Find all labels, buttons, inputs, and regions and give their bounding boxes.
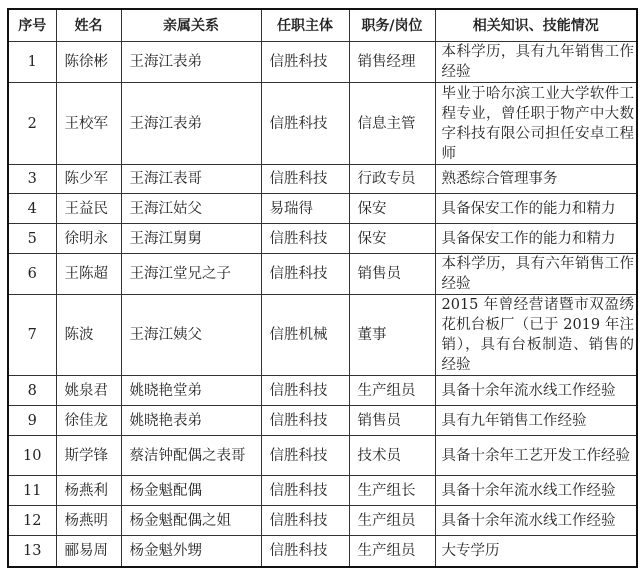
cell-name: 陈波 — [56, 295, 121, 376]
table-row — [8, 436, 637, 476]
cell-no: 2 — [8, 83, 56, 165]
header-row — [8, 9, 637, 42]
cell-relation: 姚晓艳表弟 — [121, 406, 261, 436]
table-row — [8, 506, 637, 536]
cell-relation: 王海江堂兄之子 — [121, 254, 261, 295]
cell-entity: 信胜科技 — [261, 536, 349, 567]
header-relation: 亲属关系 — [121, 9, 261, 42]
cell-skills: 2015 年曾经营诸暨市双盈绣花机台板厂（已于 2019 年注销），具有台板制造、销售的经验 — [435, 295, 637, 376]
cell-name: 陈徐彬 — [56, 42, 121, 83]
cell-relation: 王海江姨父 — [121, 295, 261, 376]
cell-position: 行政专员 — [349, 165, 435, 194]
cell-position: 生产组员 — [349, 536, 435, 567]
cell-skills: 具备十余年流水线工作经验 — [435, 476, 637, 506]
cell-skills: 具备十余年流水线工作经验 — [435, 506, 637, 536]
cell-position: 销售员 — [349, 406, 435, 436]
cell-skills: 熟悉综合管理事务 — [435, 165, 637, 194]
cell-relation: 王海江表哥 — [121, 165, 261, 194]
table-row — [8, 406, 637, 436]
cell-no: 4 — [8, 194, 56, 224]
cell-entity: 信胜科技 — [261, 476, 349, 506]
table-row — [8, 476, 637, 506]
cell-relation: 杨金魁配偶 — [121, 476, 261, 506]
table-row — [8, 194, 637, 224]
cell-no: 9 — [8, 406, 56, 436]
cell-relation: 杨金魁外甥 — [121, 536, 261, 567]
cell-relation: 蔡洁钟配偶之表哥 — [121, 436, 261, 476]
table-row — [8, 536, 637, 567]
cell-name: 陈少军 — [56, 165, 121, 194]
table-row — [8, 376, 637, 406]
cell-relation: 姚晓艳堂弟 — [121, 376, 261, 406]
cell-no: 11 — [8, 476, 56, 506]
cell-name: 王校军 — [56, 83, 121, 165]
header-skills: 相关知识、技能情况 — [435, 9, 637, 42]
header-position: 职务/岗位 — [349, 9, 435, 42]
cell-no: 3 — [8, 165, 56, 194]
cell-relation: 王海江表弟 — [121, 42, 261, 83]
cell-position: 信息主管 — [349, 83, 435, 165]
cell-no: 13 — [8, 536, 56, 567]
cell-entity: 信胜科技 — [261, 254, 349, 295]
cell-name: 杨燕明 — [56, 506, 121, 536]
table-row — [8, 165, 637, 194]
cell-entity: 信胜科技 — [261, 436, 349, 476]
cell-position: 销售经理 — [349, 42, 435, 83]
table-row — [8, 83, 637, 165]
cell-no: 8 — [8, 376, 56, 406]
cell-relation: 王海江表弟 — [121, 83, 261, 165]
cell-position: 销售员 — [349, 254, 435, 295]
cell-name: 王陈超 — [56, 254, 121, 295]
cell-name: 郦易周 — [56, 536, 121, 567]
cell-skills: 具备保安工作的能力和精力 — [435, 194, 637, 224]
cell-skills: 本科学历，具有六年销售工作经验 — [435, 254, 637, 295]
header-entity: 任职主体 — [261, 9, 349, 42]
relatives-table — [7, 8, 638, 568]
cell-position: 技术员 — [349, 436, 435, 476]
cell-skills: 本科学历，具有九年销售工作经验 — [435, 42, 637, 83]
cell-skills: 具备十余年工艺开发工作经验 — [435, 436, 637, 476]
cell-name: 徐明永 — [56, 224, 121, 254]
cell-skills: 大专学历 — [435, 536, 637, 567]
cell-entity: 信胜科技 — [261, 224, 349, 254]
cell-position: 董事 — [349, 295, 435, 376]
cell-skills: 具备十余年流水线工作经验 — [435, 376, 637, 406]
cell-no: 7 — [8, 295, 56, 376]
cell-skills: 具备保安工作的能力和精力 — [435, 224, 637, 254]
cell-entity: 信胜科技 — [261, 406, 349, 436]
cell-entity: 信胜科技 — [261, 165, 349, 194]
cell-relation: 王海江姑父 — [121, 194, 261, 224]
cell-no: 12 — [8, 506, 56, 536]
table-row — [8, 224, 637, 254]
cell-relation: 杨金魁配偶之姐 — [121, 506, 261, 536]
cell-entity: 信胜机械 — [261, 295, 349, 376]
cell-entity: 信胜科技 — [261, 42, 349, 83]
cell-position: 保安 — [349, 224, 435, 254]
table-row — [8, 254, 637, 295]
cell-position: 生产组员 — [349, 506, 435, 536]
cell-no: 5 — [8, 224, 56, 254]
cell-relation: 王海江舅舅 — [121, 224, 261, 254]
cell-entity: 信胜科技 — [261, 83, 349, 165]
cell-name: 杨燕利 — [56, 476, 121, 506]
cell-skills: 毕业于哈尔滨工业大学软件工程专业，曾任职于物产中大数字科技有限公司担任安卓工程师 — [435, 83, 637, 165]
header-name: 姓名 — [56, 9, 121, 42]
cell-entity: 信胜科技 — [261, 376, 349, 406]
cell-no: 6 — [8, 254, 56, 295]
cell-name: 徐佳龙 — [56, 406, 121, 436]
cell-position: 生产组员 — [349, 376, 435, 406]
cell-entity: 信胜科技 — [261, 506, 349, 536]
cell-no: 1 — [8, 42, 56, 83]
cell-position: 保安 — [349, 194, 435, 224]
cell-name: 王益民 — [56, 194, 121, 224]
table-row — [8, 42, 637, 83]
cell-entity: 易瑞得 — [261, 194, 349, 224]
header-no: 序号 — [8, 9, 56, 42]
table-row — [8, 295, 637, 376]
cell-name: 斯学锋 — [56, 436, 121, 476]
cell-name: 姚泉君 — [56, 376, 121, 406]
cell-position: 生产组长 — [349, 476, 435, 506]
cell-no: 10 — [8, 436, 56, 476]
cell-skills: 具有九年销售工作经验 — [435, 406, 637, 436]
